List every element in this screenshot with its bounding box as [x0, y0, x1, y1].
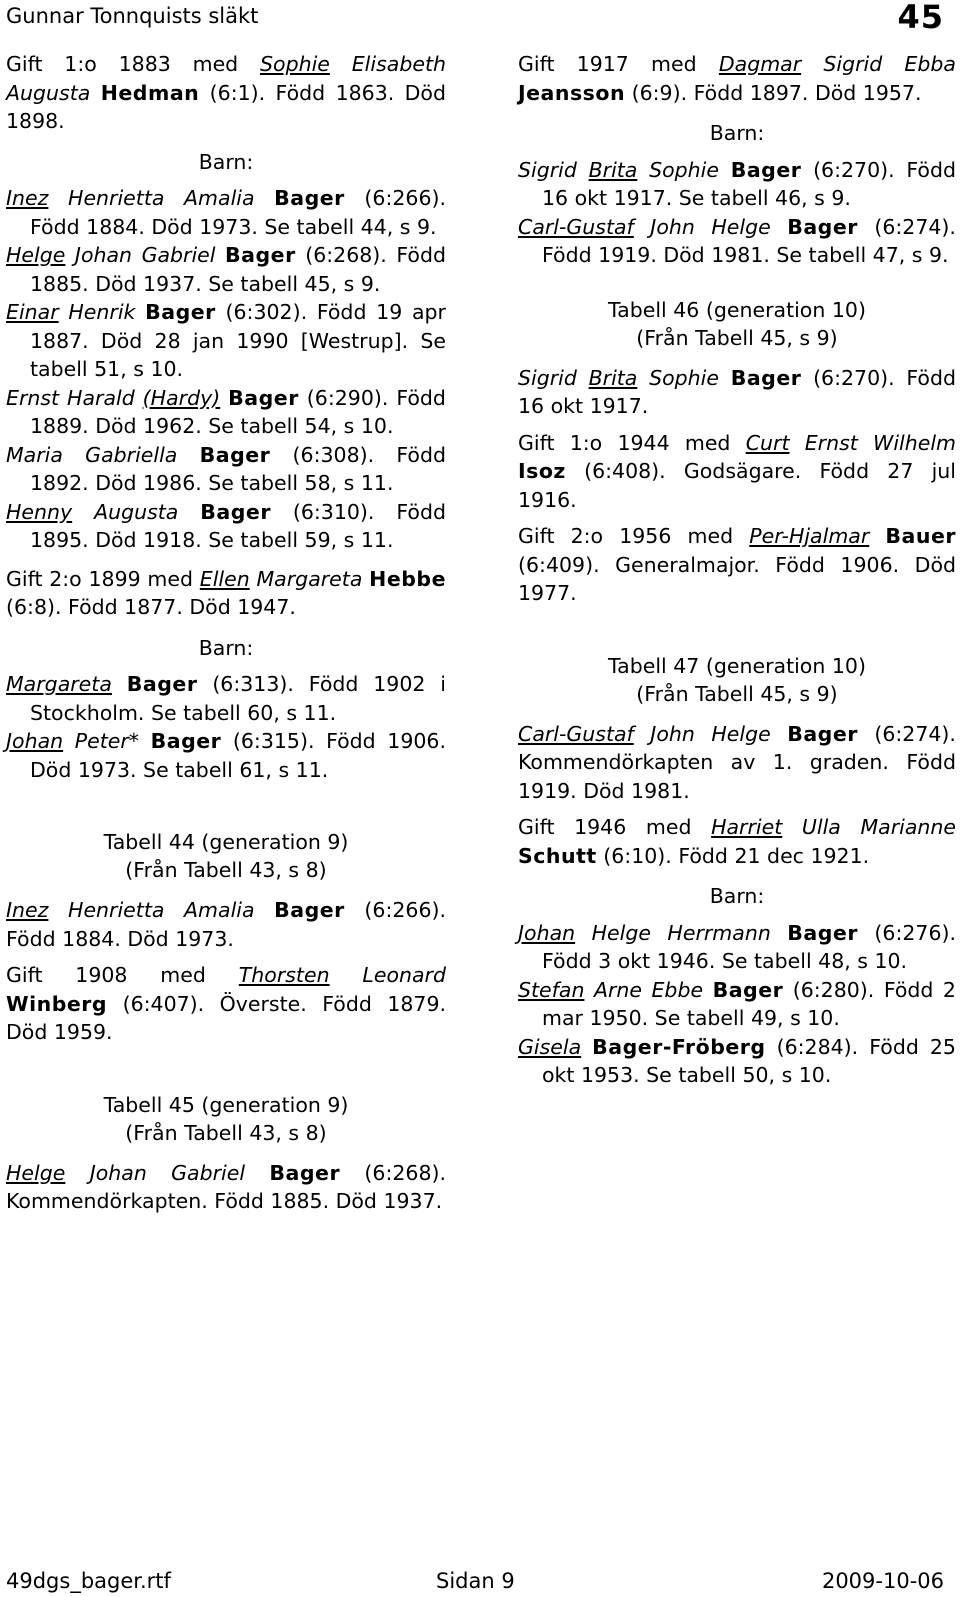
right-column: [518, 50, 956, 1090]
table-source: (Från Tabell 43, s 8): [125, 858, 327, 882]
spouse-surname: Winberg: [6, 991, 108, 1016]
spouse-middle-names: Sigrid Ebba: [823, 52, 956, 76]
spouse-details: (6:1). Född 1863. Död 1898.: [6, 80, 446, 133]
spouse-details: (6:408). Godsägare. Född 27 jul 1916.: [518, 459, 956, 512]
child-entry: [6, 384, 446, 441]
spouse-given-name: Sophie: [260, 52, 330, 76]
person-given-name: Helge: [6, 1160, 66, 1185]
spouse-surname: Isoz: [518, 459, 566, 483]
child-middle-names: Ernst Harald: [6, 385, 135, 410]
child-surname: Bager: [730, 157, 802, 182]
marriage-entry: [6, 50, 446, 136]
person-given-name: Carl-Gustaf: [518, 721, 634, 746]
child-details: (6:280). Född 2 mar 1950. Se tabell 49, s 10.: [542, 977, 956, 1030]
person-surname: Bager: [730, 365, 802, 390]
person-middle-names: Sophie: [649, 365, 719, 390]
person-surname: Bager: [269, 1160, 341, 1185]
child-details: (6:274). Född 1919. Död 1981. Se tabell 47, s 9.: [542, 214, 956, 267]
marriage-prefix: Gift 1917 med: [518, 52, 697, 76]
running-header-title: Gunnar Tonnquists släkt: [6, 4, 259, 28]
child-entry: [6, 670, 446, 727]
child-entry: [518, 919, 956, 976]
child-given-name: Stefan: [518, 977, 585, 1002]
person-details: (6:270). Född 16 okt 1917.: [518, 365, 956, 418]
person-given-name: Inez: [6, 898, 49, 922]
spouse-middle-names: Ernst Wilhelm: [804, 430, 956, 455]
person-given-name: Brita: [588, 365, 638, 390]
spouse-surname: Jeansson: [518, 80, 626, 105]
child-middle-names: Sophie: [649, 157, 719, 182]
child-middle-names: Arne Ebbe: [593, 977, 704, 1002]
child-first-name: Sigrid: [518, 157, 577, 182]
child-given-name: Inez: [6, 186, 49, 210]
marriage-prefix: Gift 1:o 1883 med: [6, 52, 239, 76]
child-surname: Bager-Fröberg: [592, 1034, 766, 1059]
person-entry: [518, 364, 956, 421]
spouse-details: (6:409). Generalmajor. Född 1906. Död 1977.: [518, 552, 956, 605]
marriage-prefix: Gift 2:o 1899 med: [6, 566, 194, 591]
person-details: (6:266). Född 1884. Död 1973.: [6, 898, 446, 951]
person-details: (6:274). Kommendörkapten av 1. graden. Född 1919. Död 1981.: [518, 721, 956, 803]
spouse-details: (6:407). Överste. Född 1879. Död 1959.: [6, 991, 446, 1044]
child-surname: Bager: [199, 442, 271, 467]
person-middle-names: John Helge: [650, 721, 771, 746]
child-details: (6:310). Född 1895. Död 1918. Se tabell 59, s 11.: [30, 499, 446, 552]
child-entry: [6, 298, 446, 384]
child-middle-names: Henrietta Amalia: [68, 186, 255, 210]
person-surname: Bager: [274, 898, 345, 922]
child-given-name: Carl-Gustaf: [518, 214, 634, 239]
spouse-surname: Schutt: [518, 843, 597, 868]
children-heading: Barn:: [709, 884, 765, 908]
marriage-entry: [518, 522, 956, 608]
child-surname: Bager: [787, 920, 858, 945]
spouse-surname: Bauer: [885, 524, 956, 548]
child-given-name: Einar: [6, 300, 59, 324]
child-given-name: Helge: [6, 243, 66, 267]
child-middle-names: Augusta: [94, 499, 179, 524]
page-number: 45: [897, 0, 944, 36]
child-surname: Bager: [274, 186, 345, 210]
child-details: (6:266). Född 1884. Död 1973. Se tabell 44, s 9.: [30, 186, 446, 239]
person-middle-names: Johan Gabriel: [89, 1160, 246, 1185]
marriage-prefix: Gift 1946 med: [518, 815, 692, 839]
child-details: (6:313). Född 1902 i Stockholm. Se tabell 60, s 11.: [30, 672, 446, 725]
child-entry: [518, 976, 956, 1033]
person-entry: [518, 720, 956, 806]
child-surname: Bager: [712, 977, 784, 1002]
child-details: (6:290). Född 1889. Död 1962. Se tabell 54, s 10.: [30, 385, 446, 438]
child-nickname: (Hardy): [142, 385, 221, 410]
table-heading: [6, 828, 446, 884]
person-middle-names: Henrietta Amalia: [68, 898, 255, 922]
child-details: (6:276). Född 3 okt 1946. Se tabell 48, s 10.: [542, 920, 956, 973]
child-surname: Bager: [200, 499, 271, 524]
child-given-name: Johan: [6, 729, 64, 753]
left-column: [6, 50, 446, 1224]
child-entry: [6, 241, 446, 298]
spouse-middle-names: Leonard: [362, 963, 446, 987]
table-heading: [6, 1091, 446, 1147]
child-middle-names: John Helge: [650, 214, 771, 239]
marriage-entry: [6, 565, 446, 622]
child-details: (6:284). Född 25 okt 1953. Se tabell 50, s 10.: [542, 1034, 956, 1087]
child-entry: [518, 156, 956, 213]
table-heading: [518, 296, 956, 352]
child-entry: [6, 184, 446, 241]
spouse-given-name: Curt: [745, 430, 790, 455]
table-source: (Från Tabell 45, s 9): [636, 681, 838, 706]
spouse-given-name: Harriet: [711, 815, 783, 839]
child-middle-names: Henrik: [68, 300, 136, 324]
spouse-middle-names: Margareta: [256, 566, 363, 591]
child-surname: Bager: [787, 214, 858, 239]
table-source: (Från Tabell 45, s 9): [636, 325, 838, 350]
child-surname: Bager: [145, 300, 216, 324]
spouse-details: (6:9). Född 1897. Död 1957.: [631, 80, 922, 105]
child-surname: Bager: [225, 243, 296, 267]
spouse-details: (6:8). Född 1877. Död 1947.: [6, 595, 296, 619]
person-details: (6:268). Kommendörkapten. Född 1885. Död 1937.: [6, 1160, 446, 1213]
table-title: Tabell 44 (generation 9): [103, 830, 349, 854]
person-entry: [6, 1159, 446, 1216]
child-middle-names: Johan Gabriel: [74, 243, 216, 267]
child-entry: [6, 498, 446, 555]
child-given-name: Henny: [6, 499, 73, 524]
child-given-name: Brita: [588, 157, 638, 182]
spouse-middle-names: Elisabeth Augusta: [6, 52, 446, 105]
children-heading: Barn:: [709, 121, 765, 145]
child-middle-names: Helge Herrmann: [591, 920, 771, 945]
child-details: (6:315). Född 1906. Död 1973. Se tabell 61, s 11.: [30, 729, 446, 782]
spouse-given-name: Per-Hjalmar: [749, 524, 870, 548]
footer-date: 2009-10-06: [821, 1569, 944, 1593]
child-surname: Bager: [228, 385, 299, 410]
child-given-name: Margareta: [6, 672, 112, 696]
marriage-prefix: Gift 1908 med: [6, 963, 206, 987]
child-entry: [518, 213, 956, 270]
marriage-entry: [518, 50, 956, 107]
spouse-surname: Hedman: [100, 80, 200, 105]
table-title: Tabell 45 (generation 9): [103, 1092, 349, 1117]
table-source: (Från Tabell 43, s 8): [125, 1120, 327, 1145]
spouse-details: (6:10). Född 21 dec 1921.: [603, 843, 870, 868]
table-title: Tabell 47 (generation 10): [608, 653, 866, 678]
marriage-prefix: Gift 1:o 1944 med: [518, 430, 731, 455]
table-title: Tabell 46 (generation 10): [608, 297, 866, 322]
child-details: (6:302). Född 19 apr 1887. Död 28 jan 1990 [Westrup]. Se tabell 51, s 10.: [30, 300, 446, 381]
child-details: (6:268). Född 1885. Död 1937. Se tabell 45, s 9.: [30, 243, 446, 296]
person-entry: [6, 896, 446, 953]
spouse-given-name: Dagmar: [718, 52, 802, 76]
marriage-entry: [518, 429, 956, 515]
children-heading: Barn:: [198, 635, 254, 660]
child-entry: [6, 727, 446, 784]
child-middle-names: Peter*: [74, 729, 140, 753]
person-first-name: Sigrid: [518, 365, 577, 390]
marriage-entry: [518, 813, 956, 870]
child-given-name: Gisela: [518, 1034, 582, 1059]
marriage-prefix: Gift 2:o 1956 med: [518, 524, 734, 548]
child-entry: [6, 441, 446, 498]
footer-page: Sidan 9: [436, 1569, 515, 1593]
spouse-given-name: Thorsten: [238, 963, 330, 987]
spouse-middle-names: Ulla Marianne: [801, 815, 956, 839]
footer-filename: 49dgs_bager.rtf: [6, 1569, 171, 1593]
spouse-given-name: Ellen: [199, 566, 250, 591]
child-surname: Bager: [126, 672, 198, 696]
spouse-surname: Hebbe: [369, 566, 446, 591]
child-given-name: Johan: [518, 920, 576, 945]
child-entry: [518, 1033, 956, 1090]
marriage-entry: [6, 961, 446, 1047]
child-middle-names: Maria Gabriella: [6, 442, 178, 467]
person-surname: Bager: [787, 721, 858, 746]
children-heading: Barn:: [198, 149, 254, 174]
table-heading: [518, 652, 956, 708]
child-surname: Bager: [150, 729, 222, 753]
child-details: (6:308). Född 1892. Död 1986. Se tabell 58, s 11.: [30, 442, 446, 495]
child-details: (6:270). Född 16 okt 1917. Se tabell 46, s 9.: [542, 157, 956, 210]
